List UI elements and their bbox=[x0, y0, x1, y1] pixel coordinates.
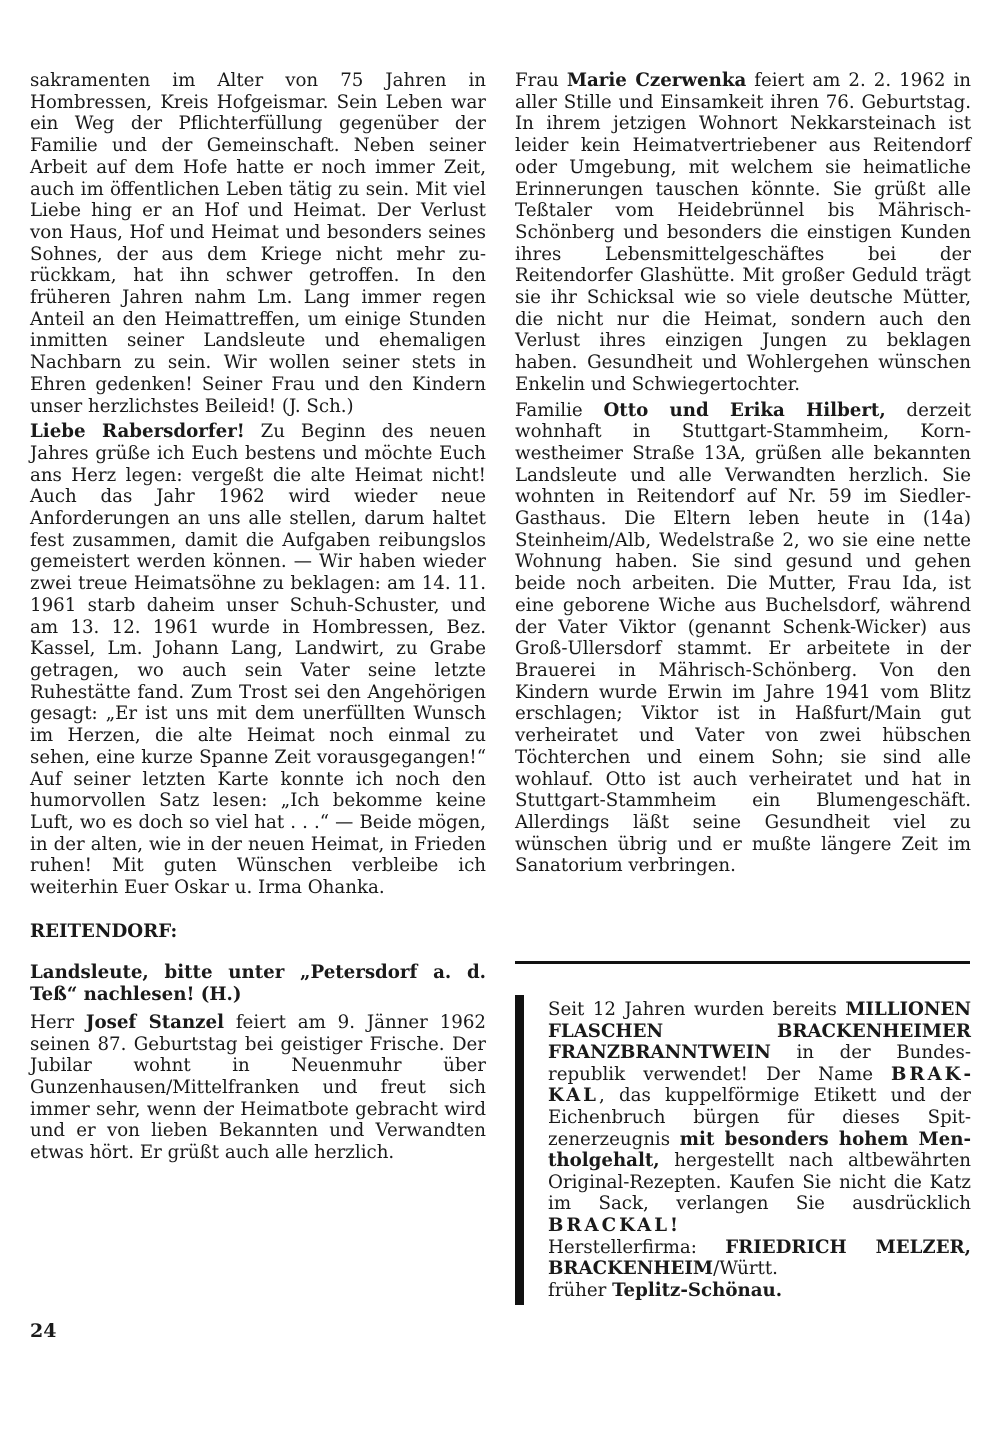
text-fragment: hergestellt nach altbewährten Original-Rezepten. Kaufen Sie nicht die Katz im Sack, verlangen Sie ausdrücklich bbox=[548, 1150, 971, 1215]
brand-name: BRACKAL bbox=[548, 1214, 671, 1236]
person-name: Marie Czerwenka bbox=[566, 70, 747, 91]
ad-side-bar bbox=[515, 995, 524, 1305]
text-fragment: Herr bbox=[30, 1011, 86, 1033]
text-fragment: früher bbox=[548, 1279, 613, 1301]
text-fragment: feiert am 2. 2. 1962 in aller Stille und Einsamkeit ihren 76. Geburtstag. In ihrem jetzigen Wohnort Nekkarsteinach ist leider kein Heimatvertriebener aus Reitendorf oder Umgebung, mit welchem sie heimatliche Erinnerungen tauschen könnte. Sie grüßt alle Teßtaler vom Heidebrünnel bis Mährisch-Schönberg und besonders die einstigen Kunden ihres Lebensmittelgeschäftes bei der Reitendorfer Glashütte. Mit großer Geduld trägt sie ihr Schicksal wie so viele deutsche Mütter, die nicht nur die Heimat, sondern auch den Verlust ihres einzigen Jungen zu beklagen haben. Gesundheit und Wohlergehen wünschen Enkelin und Schwiegertochter. bbox=[515, 70, 971, 395]
text-fragment: /Württ. bbox=[713, 1258, 778, 1280]
czerwenka-birthday-paragraph bbox=[515, 70, 971, 396]
text-fragment: Seit 12 Jahren wurden bereits bbox=[548, 999, 846, 1020]
advertisement-box bbox=[515, 995, 971, 1305]
text-fragment: Frau bbox=[515, 70, 567, 91]
text-fragment: Familie bbox=[515, 399, 604, 421]
hilbert-family-paragraph bbox=[515, 400, 971, 877]
text-fragment: derzeit wohnhaft in Stuttgart-Stammheim, Kornwestheimer Straße 13A, grüßen alle bekannten Landsleute und alle Verwandten herzlich. Sie wohnten in Reitendorf auf Nr. 59 im Siedler-Gasthaus. Die Eltern leben heute in (14a) Steinheim/Alb, Wedelstraße 2, wo sie eine nette Wohnung haben. Sie sind gesund und gehen beide noch arbeiten. Die Mutter, Frau Ida, ist eine geborene Wiche aus Buchelsdorf, während der Vater Viktor (genannt Schenk-Wicker) aus Groß-Ullersdorf stammt. Er arbeitete in der Brauerei in Mährisch-Schönberg. Von den Kindern wurde Erwin im Jahre 1941 vom Blitz erschlagen; Viktor ist in Haßfurt/Main gut verheiratet und Vater von zwei hübschen Töchterchen und einem Sohn; sie sind alle wohlauf. Otto ist auch verheiratet und hat in Stuttgart-Stammheim ein Blumengeschäft. Allerdings läßt seine Gesundheit viel zu wünschen übrig und er mußte längere Zeit im Sanatorium verbringen. bbox=[515, 399, 972, 877]
section-heading-reitendorf: REITENDORF: bbox=[30, 920, 178, 942]
ad-body bbox=[548, 999, 971, 1237]
rabersdorf-letter bbox=[30, 421, 486, 898]
text-fragment: ! bbox=[670, 1214, 679, 1236]
text-fragment: feiert am 9. Jänner 1962 seinen 87. Geburtstag bei geistiger Frische. Der Jubilar wohnt in Neuenmuhr über Gunzenhausen/Mittelfranken und freut sich immer sehr, wenn der Heimatbote gebracht wird und er von lieben Bekannten und Verwandten etwas hört. Er grüßt auch alle herzlich. bbox=[30, 1011, 487, 1164]
former-place: Teplitz-Schönau. bbox=[612, 1279, 783, 1301]
letter-text: Zu Beginn des neuen Jahres grüße ich Euch bestens und möchte Euch ans Herz legen: vergeßt die alte Heimat nicht! Auch das Jahr 1962 wird wieder neue Anforderungen an uns alle stellen, darum haltet fest zusammen, damit die Aufgaben reibungslos gemeistert werden können. — Wir haben wieder zwei treue Heimatsöhne zu beklagen: am 14. 11. 1961 starb daheim unser Schuh-Schuster, und am 13. 12. 1961 wurde in Hombressen, Bez. Kassel, Lm. Johann Lang, Landwirt, zu Grabe getragen, wo auch sein Vater seine letzte Ruhestätte fand. Zum Trost sei den Angehörigen gesagt: „Er ist uns mit dem unerfüllten Wunsch im Herzen, die alte Heimat noch einmal zu sehen, eine kurze Spanne Zeit vorausgegangen!“ Auf seiner letzten Karte konnte ich noch den humorvollen Satz lesen: „Ich bekomme keine Luft, wo es doch so viel hat . . .“ — Beide mögen, in der alten, wie in der neuen Heimat, in Frieden ruhen! Mit guten Wünschen verbleibe ich weiterhin Euer Oskar u. Irma Ohanka. bbox=[30, 421, 486, 899]
page-number: 24 bbox=[30, 1320, 57, 1342]
manufacturer-name: FRIEDRICH MELZER, BRACKENHEIM bbox=[548, 1236, 972, 1280]
obituary-paragraph: sakramenten im Alter von 75 Jahren in Hombressen, Kreis Hofgeismar. Sein Leben war ein Weg der Pflichterfüllung gegenüber der Familie und der Gemeinschaft. Neben seiner Arbeit auf dem Hofe hatte er noch immer Zeit, auch im öffentlichen Leben tätig zu sein. Mit viel Liebe hing er an Hof und Heimat. Der Verlust von Haus, Hof und Heimat und besonders seines Sohnes, der aus dem Kriege nicht mehr zurückkam, hat ihn schwer getroffen. In den früheren Jahren nahm Lm. Lang immer regen Anteil an den Heimattreffen, um einige Stunden inmitten seiner Landsleute und ehemaligen Nachbarn zu sein. Wir wollen seiner stets in Ehren gedenken! Seiner Frau und den Kindern unser herzlichstes Beileid! (J. Sch.) bbox=[30, 70, 486, 417]
former-location-line bbox=[548, 1280, 971, 1302]
ad-text bbox=[548, 999, 971, 1301]
ad-highlight: mit besonders hohem Mentholgehalt, bbox=[548, 1128, 971, 1172]
text-fragment: Herstellerfirma: bbox=[548, 1236, 726, 1258]
brand-name: BRAKKAL bbox=[548, 1063, 971, 1107]
ad-highlight: MILLIONEN FLASCHEN BRACKENHEIMER FRANZBRANNTWEIN bbox=[548, 999, 971, 1064]
section-subheading: Landsleute, bitte unter „Petersdorf a. d. Teß“ nachlesen! (H.) bbox=[30, 962, 486, 1006]
manufacturer-line bbox=[548, 1237, 971, 1280]
text-fragment: in der Bundesrepublik verwendet! Der Name bbox=[548, 1042, 971, 1085]
text-fragment: , das kuppelförmige Etikett und der Eichenbruch bürgen für dieses Spitzenerzeugnis bbox=[548, 1085, 971, 1150]
person-name: Josef Stanzel bbox=[85, 1011, 224, 1033]
separator-rule bbox=[515, 961, 970, 964]
right-column bbox=[515, 70, 971, 877]
person-name: Otto und Erika Hilbert, bbox=[603, 399, 886, 421]
stanzel-birthday-paragraph bbox=[30, 1012, 486, 1164]
letter-salutation: Liebe Rabersdorfer! bbox=[30, 421, 245, 443]
left-column bbox=[30, 70, 486, 1164]
